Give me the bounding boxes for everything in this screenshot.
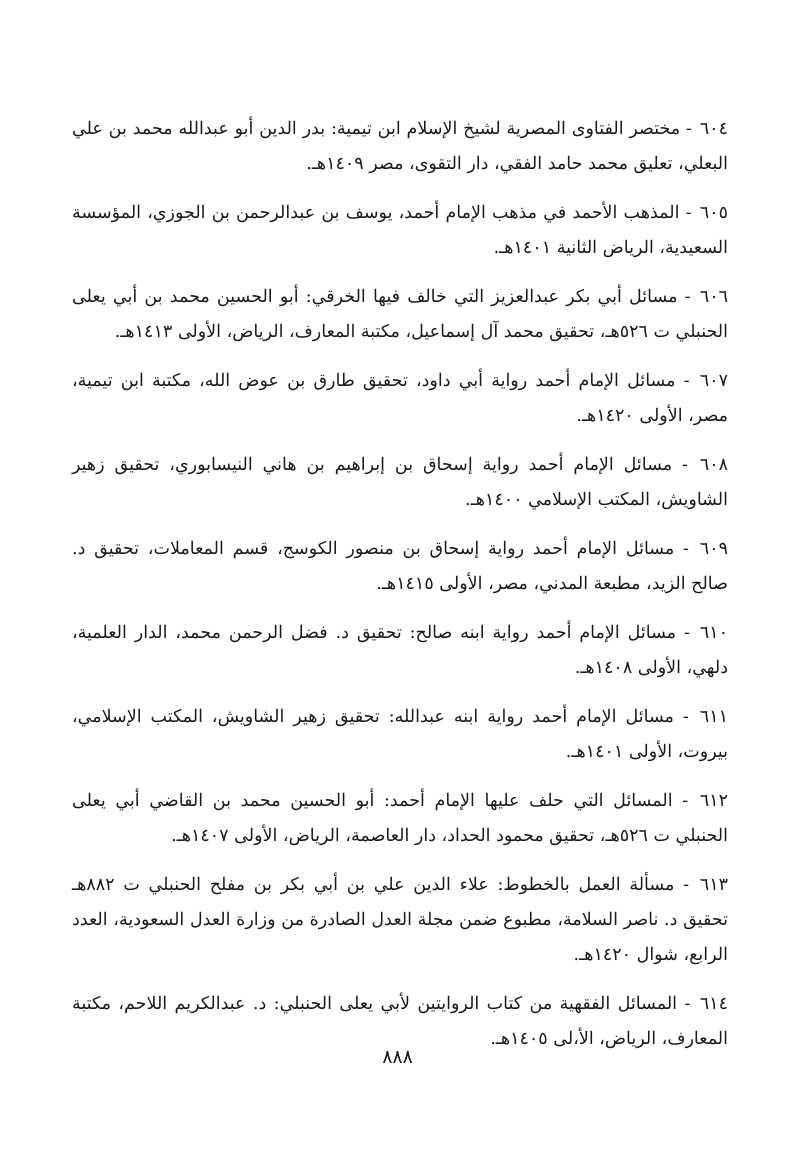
bibliography-entry-612 bbox=[72, 784, 728, 854]
entry-text: - مسائل أبي بكر عبدالعزيز التي خالف فيها الخرقي: أبو الحسين محمد بن أبي يعلى الحنبلي ت ٥٢٦هـ، تحقيق محمد آل إسماعيل، مكتبة المعارف، الرياض، الأولى ١٤١٣هـ. bbox=[72, 287, 728, 342]
page-number: ٨٨٨ bbox=[382, 1046, 413, 1068]
entry-text: - المسائل التي حلف عليها الإمام أحمد: أبو الحسين محمد بن القاضي أبي يعلى الحنبلي ت ٥٢٦هـ، تحقيق محمود الحداد، دار العاصمة، الرياض، الأولى ١٤٠٧هـ. bbox=[72, 791, 728, 846]
entry-text: - مسائل الإمام أحمد رواية ابنه عبدالله: تحقيق زهير الشاويش، المكتب الإسلامي، بيروت، الأولى ١٤٠١هـ. bbox=[72, 707, 728, 762]
entry-number: ٦٠٨ bbox=[699, 455, 728, 475]
bibliography-entry-613 bbox=[72, 868, 728, 973]
entry-text: - مختصر الفتاوى المصرية لشيخ الإسلام ابن تيمية: بدر الدين أبو عبدالله محمد بن علي البعلي، تعليق محمد حامد الفقي، دار التقوى، مصر ١٤٠٩هـ. bbox=[72, 119, 728, 174]
entry-number: ٦١٢ bbox=[699, 791, 728, 811]
entry-text: - مسائل الإمام أحمد رواية ابنه صالح: تحقيق د. فضل الرحمن محمد، الدار العلمية، دلهي، الأولى ١٤٠٨هـ. bbox=[72, 623, 728, 678]
bibliography-entry-609 bbox=[72, 532, 728, 602]
bibliography-entry-608 bbox=[72, 448, 728, 518]
entry-number: ٦٠٩ bbox=[699, 539, 728, 559]
entry-number: ٦١٠ bbox=[699, 623, 728, 643]
entry-number: ٦٠٦ bbox=[699, 287, 728, 307]
entry-number: ٦٠٤ bbox=[699, 119, 728, 139]
bibliography-entry-604 bbox=[72, 112, 728, 182]
bibliography-entry-605 bbox=[72, 196, 728, 266]
bibliography-entry-607 bbox=[72, 364, 728, 434]
bibliography-list bbox=[72, 112, 728, 1071]
entry-text: - المسائل الفقهية من كتاب الروايتين لأبي يعلى الحنبلي: د. عبدالكريم اللاحم، مكتبة المعارف، الرياض، الأ،لى ١٤٠٥هـ. bbox=[72, 994, 728, 1049]
entry-text: - مسائل الإمام أحمد رواية إسحاق بن منصور الكوسج، قسم المعاملات، تحقيق د. صالح الزيد، مطبعة المدني، مصر، الأولى ١٤١٥هـ. bbox=[72, 539, 728, 594]
entry-text: - مسائل الإمام أحمد رواية إسحاق بن إبراهيم بن هاني النيسابوري، تحقيق زهير الشاويش، المكتب الإسلامي ١٤٠٠هـ. bbox=[72, 455, 728, 510]
entry-number: ٦٠٧ bbox=[699, 371, 728, 391]
entry-text: - مسائل الإمام أحمد رواية أبي داود، تحقيق طارق بن عوض الله، مكتبة ابن تيمية، مصر، الأولى ١٤٢٠هـ. bbox=[72, 371, 728, 426]
entry-text: - المذهب الأحمد في مذهب الإمام أحمد، يوسف بن عبدالرحمن بن الجوزي، المؤسسة السعيدية، الرياض الثانية ١٤٠١هـ. bbox=[72, 203, 728, 258]
bibliography-entry-610 bbox=[72, 616, 728, 686]
entry-number: ٦١٣ bbox=[699, 875, 728, 895]
entry-text: - مسألة العمل بالخطوط: علاء الدين علي بن أبي بكر بن مفلح الحنبلي ت ٨٨٢هـ تحقيق د. ناصر السلامة، مطبوع ضمن مجلة العدل الصادرة من وزارة العدل السعودية، العدد الرابع، شوال ١٤٢٠هـ. bbox=[72, 875, 728, 965]
bibliography-entry-611 bbox=[72, 700, 728, 770]
bibliography-entry-606 bbox=[72, 280, 728, 350]
entry-number: ٦٠٥ bbox=[699, 203, 728, 223]
entry-number: ٦١١ bbox=[699, 707, 728, 727]
entry-number: ٦١٤ bbox=[699, 994, 728, 1014]
